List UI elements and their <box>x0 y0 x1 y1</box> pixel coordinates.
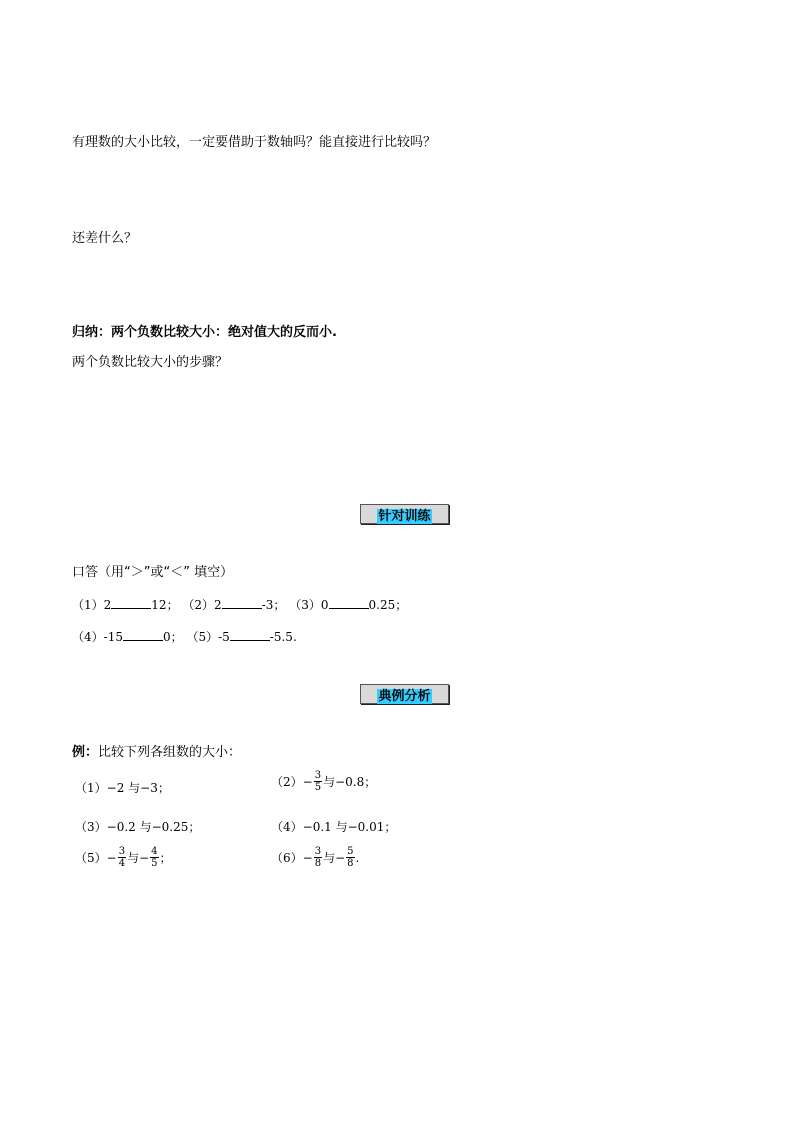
fraction: $\frac{3}{5}$ <box>314 770 322 793</box>
exercise-item: （3）0 0.25； <box>289 598 408 612</box>
summary-text: 两个负数比较大小：绝对值大的反而小. <box>111 325 337 340</box>
section-heading-training <box>360 504 449 524</box>
summary <box>72 324 337 342</box>
section-heading-examples-text: 典例分析 <box>378 689 431 704</box>
example-item-5: （5） − $\frac{3}{4}$ 与− $\frac{4}{5}$ ； <box>75 846 172 869</box>
fraction: $\frac{5}{8}$ <box>347 846 354 869</box>
question-steps: 两个负数比较大小的步骤？ <box>72 355 229 370</box>
exercise-item: （5）-5 -5.5. <box>186 630 297 644</box>
answer-blank[interactable] <box>111 597 151 609</box>
example-item-4: （4） −0.1 与−0.01； <box>271 820 397 834</box>
exercise-row-2 <box>72 628 297 646</box>
section-heading-training-text: 针对训练 <box>378 509 431 524</box>
question-missing: 还差什么？ <box>72 231 138 246</box>
example-item-2: （2） − $\frac{3}{5}$ 与−0.8； <box>271 770 377 793</box>
fraction: $\frac{3}{4}$ <box>118 846 126 869</box>
example-text: 比较下列各组数的大小： <box>98 745 242 760</box>
exercise-item: （4）-15 0； <box>72 630 183 644</box>
fraction: $\frac{3}{8}$ <box>314 846 322 869</box>
example-label: 例： <box>72 745 99 760</box>
answer-blank[interactable] <box>329 597 369 609</box>
example-item-1: （1） −2 与−3； <box>75 781 170 795</box>
exercise-item: （1）2 12； <box>72 598 179 612</box>
example-intro <box>72 744 241 762</box>
answer-blank[interactable] <box>222 597 262 609</box>
example-item-6: （6） − $\frac{3}{8}$ 与− $\frac{5}{8}$ . <box>271 846 360 869</box>
oral-prompt: 口答（用“＞”或“＜” 填空） <box>72 565 234 580</box>
answer-blank[interactable] <box>123 629 163 641</box>
summary-label: 归纳： <box>72 325 112 340</box>
example-item-3: （3） −0.2 与−0.25； <box>75 820 201 834</box>
section-heading-examples <box>360 684 449 704</box>
fraction: $\frac{4}{5}$ <box>151 846 158 869</box>
exercise-row-1 <box>72 596 407 614</box>
exercise-item: （2）2 -3； <box>182 598 286 612</box>
answer-blank[interactable] <box>230 629 270 641</box>
question-direct-compare: 有理数的大小比较，一定要借助于数轴吗？能直接进行比较吗？ <box>72 135 437 150</box>
